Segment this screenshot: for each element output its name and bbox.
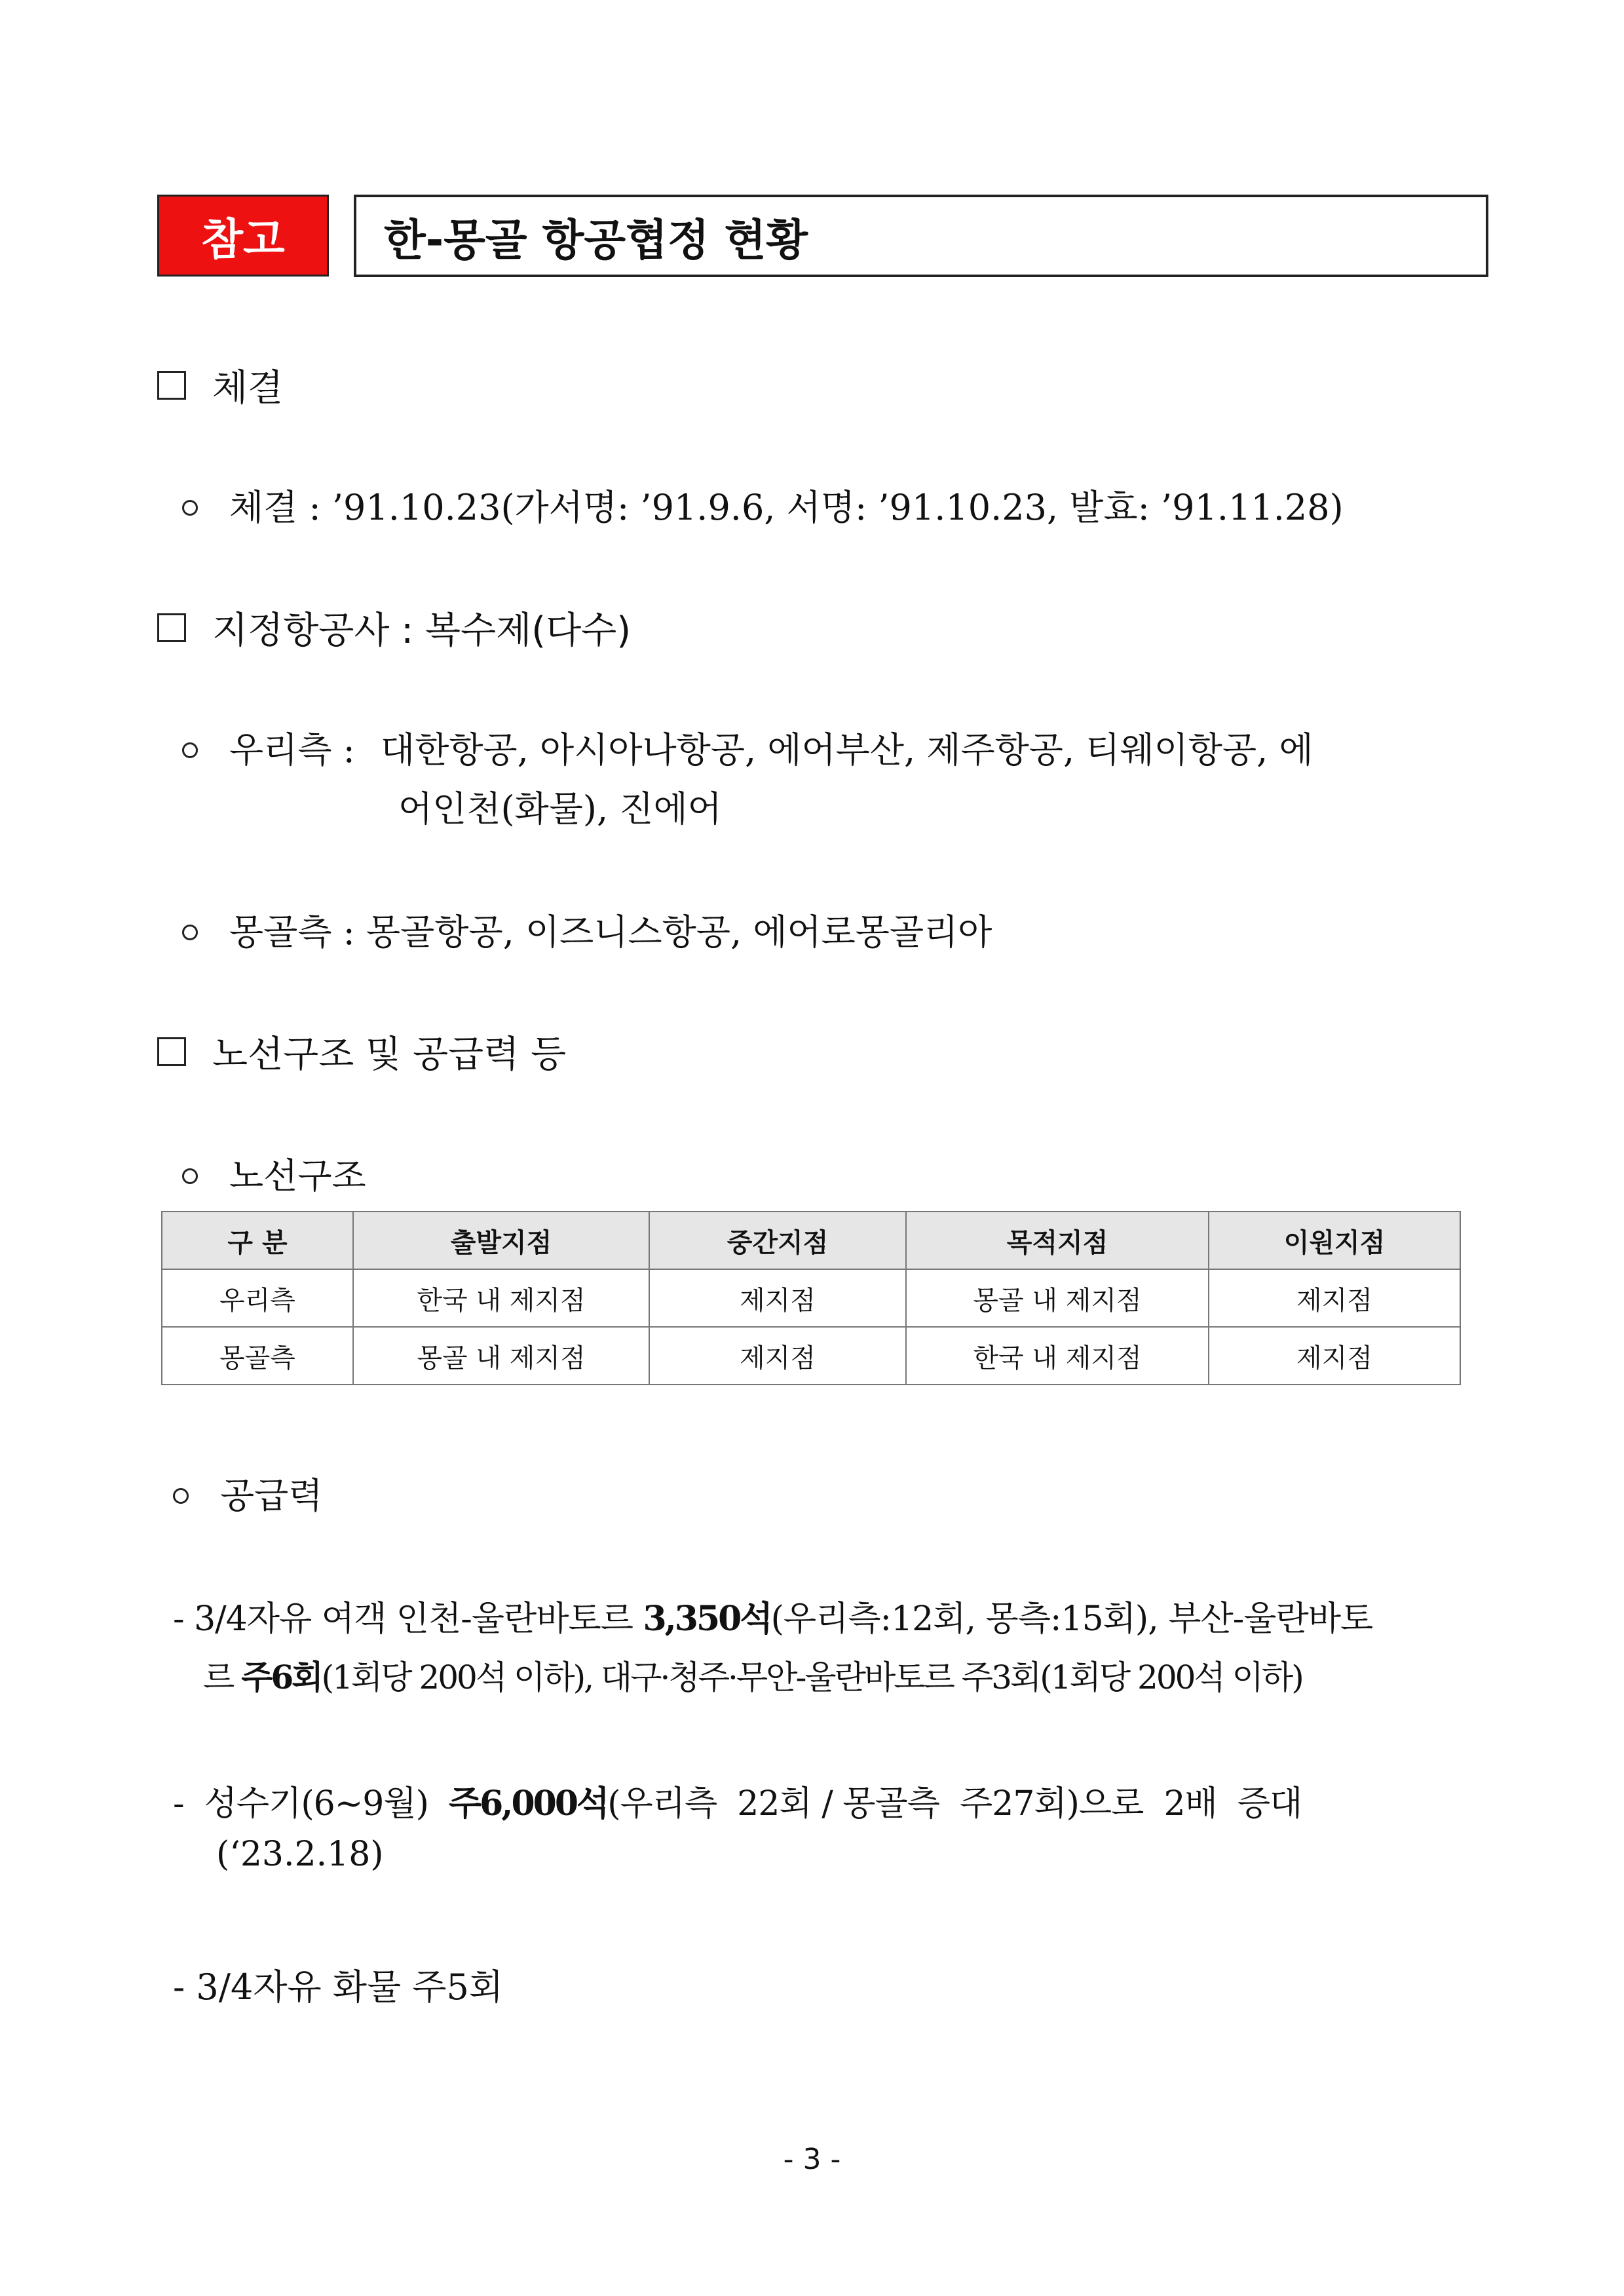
table-cell: 몽골측 bbox=[162, 1327, 353, 1385]
circle-bullet-icon bbox=[173, 1488, 189, 1504]
table-cell: 한국 내 제지점 bbox=[353, 1269, 649, 1327]
table-cell: 제지점 bbox=[649, 1269, 906, 1327]
capacity-bullet-cargo: - 3/4자유 화물 주5회 bbox=[173, 1966, 503, 2008]
table-cell: 몽골 내 제지점 bbox=[906, 1269, 1209, 1327]
capacity-bullet-peak: - 성수기(6~9월) 주6,000석(우리측 22회 / 몽골측 주27회)으로 2배 증대 bbox=[173, 1784, 1302, 1824]
korea-airlines-item: 우리측 : 대한항공, 아시아나항공, 에어부산, 제주항공, 티웨이항공, 에 bbox=[182, 722, 1313, 773]
korea-airlines-line2: 어인천(화물), 진에어 bbox=[398, 788, 722, 830]
reference-badge: 참고 bbox=[157, 195, 329, 277]
table-row bbox=[162, 1327, 1460, 1385]
section-airlines bbox=[157, 602, 631, 654]
checkbox-square-icon bbox=[157, 371, 186, 400]
mongolia-airlines-item: 몽골측 : 몽골항공, 이즈니스항공, 에어로몽골리아 bbox=[182, 904, 992, 955]
capacity-bullet-peak-date: (‘23.2.18) bbox=[216, 1835, 384, 1874]
capacity-bullet-passenger-line2: 르 주6회(1회당 200석 이하), 대구·청주·무안-울란바토르 주3회(1회당 200석 이하) bbox=[203, 1658, 1302, 1696]
table-cell: 제지점 bbox=[1209, 1327, 1460, 1385]
section-conclusion bbox=[157, 359, 283, 411]
route-table bbox=[161, 1211, 1461, 1385]
section-heading: 체결 bbox=[212, 367, 284, 410]
korea-airlines-line1: 대한항공, 아시아나항공, 에어부산, 제주항공, 티웨이항공, 에 bbox=[381, 729, 1313, 771]
section-heading: 노선구조 및 공급력 등 bbox=[212, 1033, 567, 1076]
table-header: 목적지점 bbox=[906, 1212, 1209, 1269]
table-row bbox=[162, 1269, 1460, 1327]
circle-bullet-icon bbox=[182, 500, 198, 516]
circle-bullet-icon bbox=[182, 925, 198, 940]
capacity-label: 공급력 bbox=[173, 1468, 323, 1518]
table-header: 출발지점 bbox=[353, 1212, 649, 1269]
capacity-bullet-passenger: - 3/4자유 여객 인천-울란바토르 3,350석(우리측:12회, 몽측:15회), 부산-울란바토 bbox=[173, 1599, 1373, 1639]
table-header: 이원지점 bbox=[1209, 1212, 1460, 1269]
table-cell: 제지점 bbox=[649, 1327, 906, 1385]
section-heading: 지정항공사 : 복수제(다수) bbox=[212, 609, 632, 652]
circle-bullet-icon bbox=[182, 742, 198, 758]
table-cell: 한국 내 제지점 bbox=[906, 1327, 1209, 1385]
conclusion-item: 체결 : ’91.10.23(가서명: ’91.9.6, 서명: ’91.10.23, 발효: ’91.11.28) bbox=[182, 480, 1344, 530]
table-cell: 제지점 bbox=[1209, 1269, 1460, 1327]
checkbox-square-icon bbox=[157, 613, 186, 642]
table-header: 중간지점 bbox=[649, 1212, 906, 1269]
section-routes bbox=[157, 1025, 566, 1078]
table-header-row bbox=[162, 1212, 1460, 1269]
peak-seat-bold: 주6,000석 bbox=[448, 1784, 608, 1824]
seat-count-bold: 3,350석 bbox=[643, 1599, 771, 1639]
table-cell: 우리측 bbox=[162, 1269, 353, 1327]
page-title: 한-몽골 항공협정 현황 bbox=[354, 195, 1488, 277]
circle-bullet-icon bbox=[182, 1168, 198, 1184]
route-structure-label: 노선구조 bbox=[182, 1148, 366, 1198]
table-header: 구 분 bbox=[162, 1212, 353, 1269]
page-number: - 3 - bbox=[783, 2143, 841, 2176]
weekly-count-bold: 주6회 bbox=[241, 1658, 322, 1696]
table-cell: 몽골 내 제지점 bbox=[353, 1327, 649, 1385]
checkbox-square-icon bbox=[157, 1037, 186, 1066]
